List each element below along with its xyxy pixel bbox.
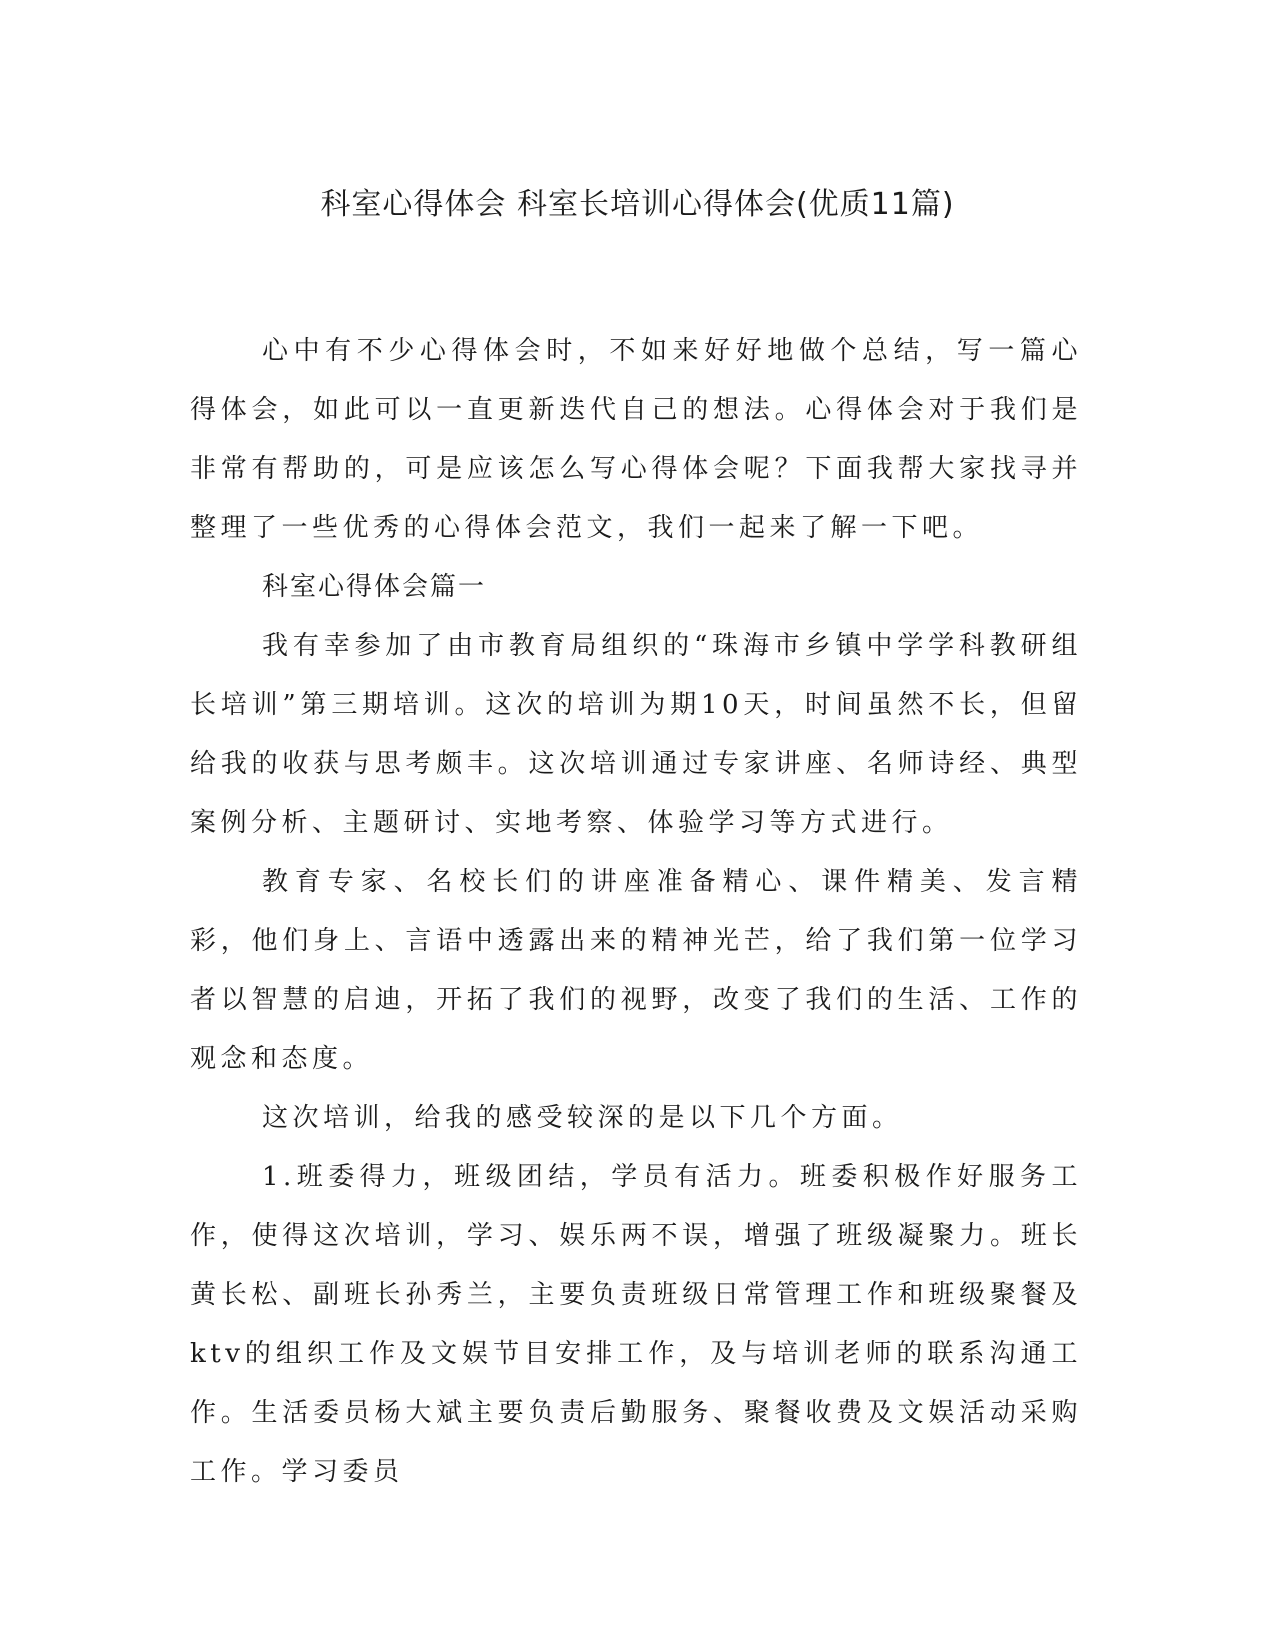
body-paragraph: 我有幸参加了由市教育局组织的“珠海市乡镇中学学科教研组长培训”第三期培训。这次的培训为期10天，时间虽然不长，但留给我的收获与思考颇丰。这次培训通过专家讲座、名师诗经、典型案例分析、主题研讨、实地考察、体验学习等方式进行。 xyxy=(190,631,1082,838)
document-body xyxy=(190,322,1082,1502)
intro-paragraph: 心中有不少心得体会时，不如来好好地做个总结，写一篇心得体会，如此可以一直更新迭代自己的想法。心得体会对于我们是非常有帮助的，可是应该怎么写心得体会呢？下面我帮大家找寻并整理了一些优秀的心得体会范文，我们一起来了解一下吧。 xyxy=(190,336,1082,543)
section-heading: 科室心得体会篇一 xyxy=(262,572,487,602)
body-paragraph: 这次培训，给我的感受较深的是以下几个方面。 xyxy=(262,1103,903,1133)
body-paragraph: 教育专家、名校长们的讲座准备精心、课件精美、发言精彩，他们身上、言语中透露出来的精神光芒，给了我们第一位学习者以智慧的启迪，开拓了我们的视野，改变了我们的生活、工作的观念和态度。 xyxy=(190,867,1082,1074)
document-title: 科室心得体会 科室长培训心得体会(优质11篇) xyxy=(320,187,955,222)
body-paragraph: 1.班委得力，班级团结，学员有活力。班委积极作好服务工作，使得这次培训，学习、娱乐两不误，增强了班级凝聚力。班长黄长松、副班长孙秀兰，主要负责班级日常管理工作和班级聚餐及ktv的组织工作及文娱节目安排工作，及与培训老师的联系沟通工作。生活委员杨大斌主要负责后勤服务、聚餐收费及文娱活动采购工作。学习委员 xyxy=(190,1162,1082,1487)
